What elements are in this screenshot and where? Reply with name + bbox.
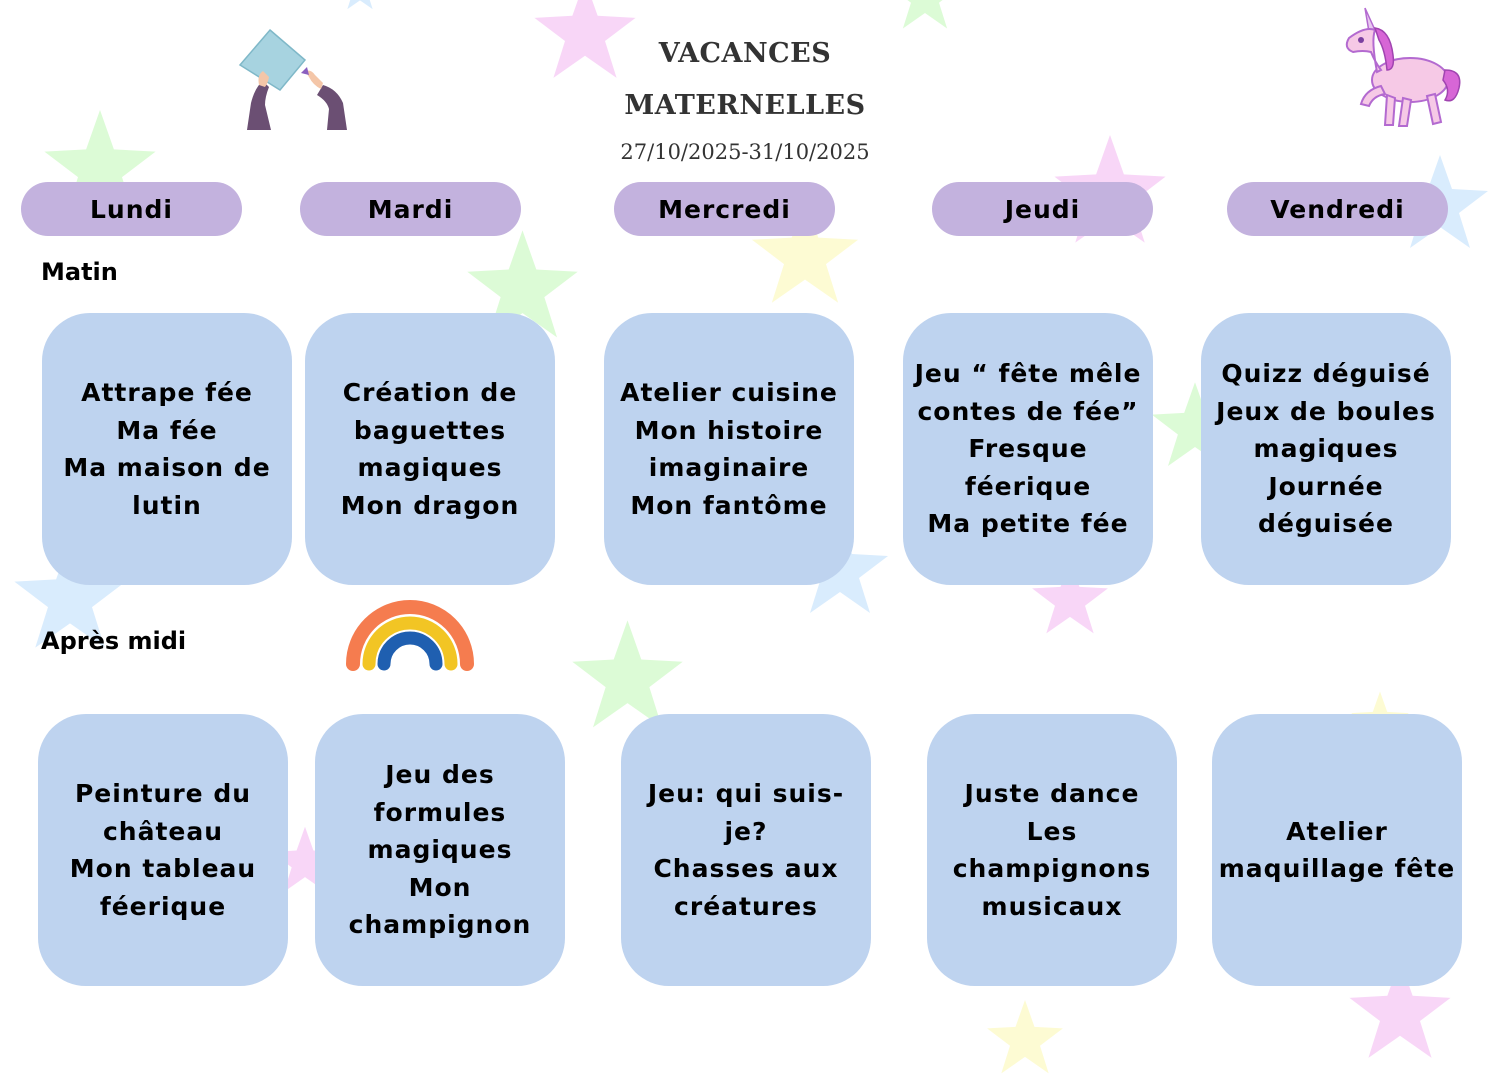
day-mercredi: Mercredi: [614, 182, 835, 236]
page-title-line1: VACANCES: [658, 38, 832, 69]
afternoon-card-lundi: [38, 714, 288, 986]
date-range: 27/10/2025-31/10/2025: [620, 140, 870, 164]
afternoon-card-vendredi: [1212, 714, 1462, 986]
morning-activities-lundi: Attrape fée Ma fée Ma maison de lutin: [63, 378, 271, 520]
morning-card-mardi: [305, 313, 555, 585]
afternoon-card-mardi: [315, 714, 565, 986]
unicorn-icon: [1335, 0, 1465, 135]
morning-card-lundi: [42, 313, 292, 585]
star-icon: [320, 0, 400, 10]
afternoon-activities-jeudi: Juste dance Les champignons musicaux: [952, 779, 1152, 921]
morning-activities-vendredi: Quizz déguisé Jeux de boules magiques Journée déguisée: [1216, 359, 1436, 539]
morning-activities-mercredi: Atelier cuisine Mon histoire imaginaire Mon fantôme: [620, 378, 838, 520]
section-morning-label: Matin: [41, 258, 118, 286]
day-lundi: Lundi: [21, 182, 242, 236]
page-title-line2: MATERNELLES: [624, 90, 866, 121]
morning-card-mercredi: [604, 313, 854, 585]
day-vendredi: Vendredi: [1227, 182, 1448, 236]
rainbow-icon: [345, 582, 475, 672]
afternoon-activities-vendredi: Atelier maquillage fête: [1218, 816, 1456, 883]
morning-activities-jeudi: Jeu “ fête mêle contes de fée” Fresque féerique Ma petite fée: [914, 359, 1142, 539]
morning-activities-mardi: Création de baguettes magiques Mon dragon: [340, 378, 520, 520]
paper-craft-hands-icon: [235, 25, 355, 135]
day-mardi: Mardi: [300, 182, 521, 236]
afternoon-activities-mercredi: Jeu: qui suis-je? Chasses aux créatures: [647, 779, 845, 921]
section-afternoon-label: Après midi: [41, 627, 187, 655]
day-jeudi: Jeudi: [932, 182, 1153, 236]
afternoon-card-mercredi: [621, 714, 871, 986]
star-icon: [985, 1000, 1065, 1075]
morning-card-jeudi: [903, 313, 1153, 585]
afternoon-card-jeudi: [927, 714, 1177, 986]
afternoon-activities-mardi: Jeu des formules magiques Mon champignon: [348, 760, 532, 940]
morning-card-vendredi: [1201, 313, 1451, 585]
afternoon-activities-lundi: Peinture du château Mon tableau féerique: [69, 779, 257, 921]
star-icon: [885, 0, 965, 30]
